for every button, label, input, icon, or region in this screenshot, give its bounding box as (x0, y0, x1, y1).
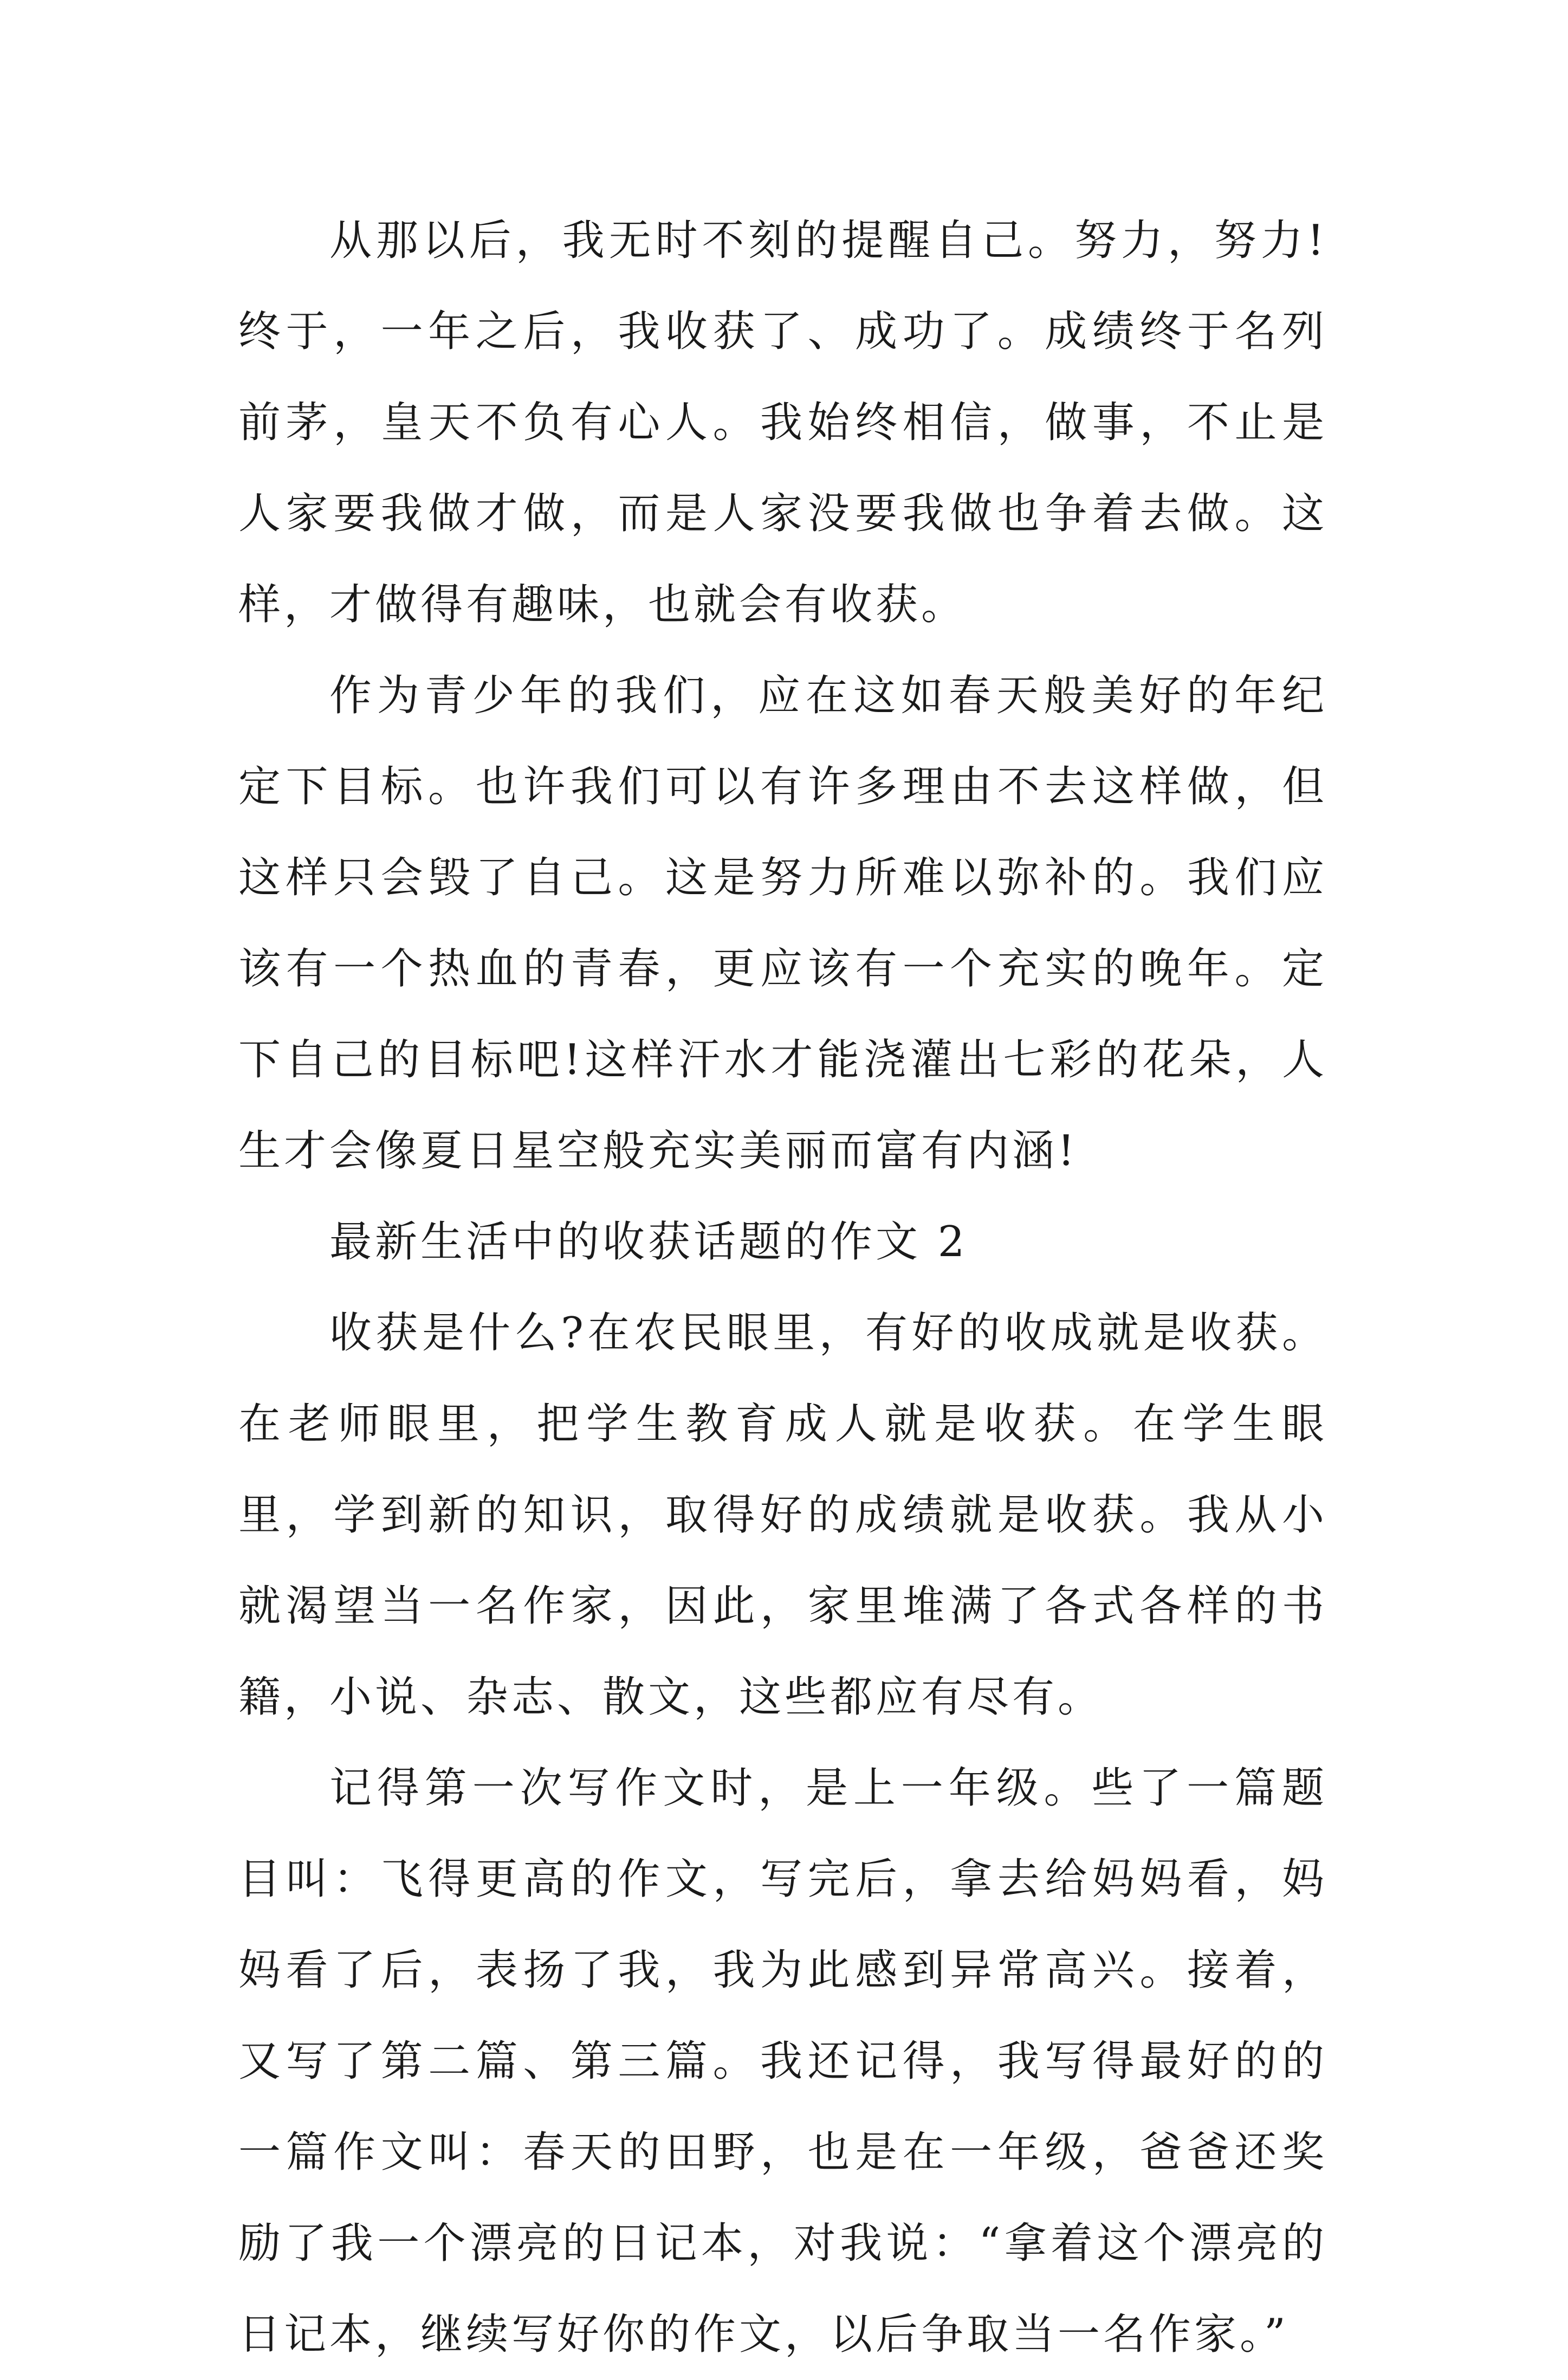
paragraph-effort: 从那以后，我无时不刻的提醒自己。努力，努力!终于，一年之后，我收获了、成功了。成绩终于名列前茅，皇天不负有心人。我始终相信，做事，不止是人家要我做才做，而是人家没要我做也争着去做。这样，才做得有趣味，也就会有收获。 (238, 216, 1327, 629)
paragraph-what-is-harvest: 收获是什么?在农民眼里，有好的收成就是收获。在老师眼里，把学生教育成人就是收获。在学生眼里，学到新的知识，取得好的成绩就是收获。我从小就渴望当一名作家，因此，家里堆满了各式各样的书籍，小说、杂志、散文，这些都应有尽有。 (238, 1309, 1327, 1722)
essay-title: 最新生活中的收获话题的作文 2 (329, 1218, 968, 1266)
body-text (238, 195, 1327, 2380)
paragraph-youth-goals: 作为青少年的我们，应在这如春天般美好的年纪定下目标。也许我们可以有许多理由不去这样做，但这样只会毁了自己。这是努力所难以弥补的。我们应该有一个热血的青春，更应该有一个充实的晚年。定下自己的目标吧!这样汗水才能浇灌出七彩的花朵，人生才会像夏日星空般充实美丽而富有内涵! (238, 671, 1327, 1175)
paragraph-first-essay: 记得第一次写作文时，是上一年级。些了一篇题目叫：飞得更高的作文，写完后，拿去给妈妈看，妈妈看了后，表扬了我，我为此感到异常高兴。接着，又写了第二篇、第三篇。我还记得，我写得最好的的一篇作文叫：春天的田野，也是在一年级，爸爸还奖励了我一个漂亮的日记本，对我说：“拿着这个漂亮的日记本，继续写好你的作文，以后争取当一名作家。” (238, 1764, 1327, 2359)
